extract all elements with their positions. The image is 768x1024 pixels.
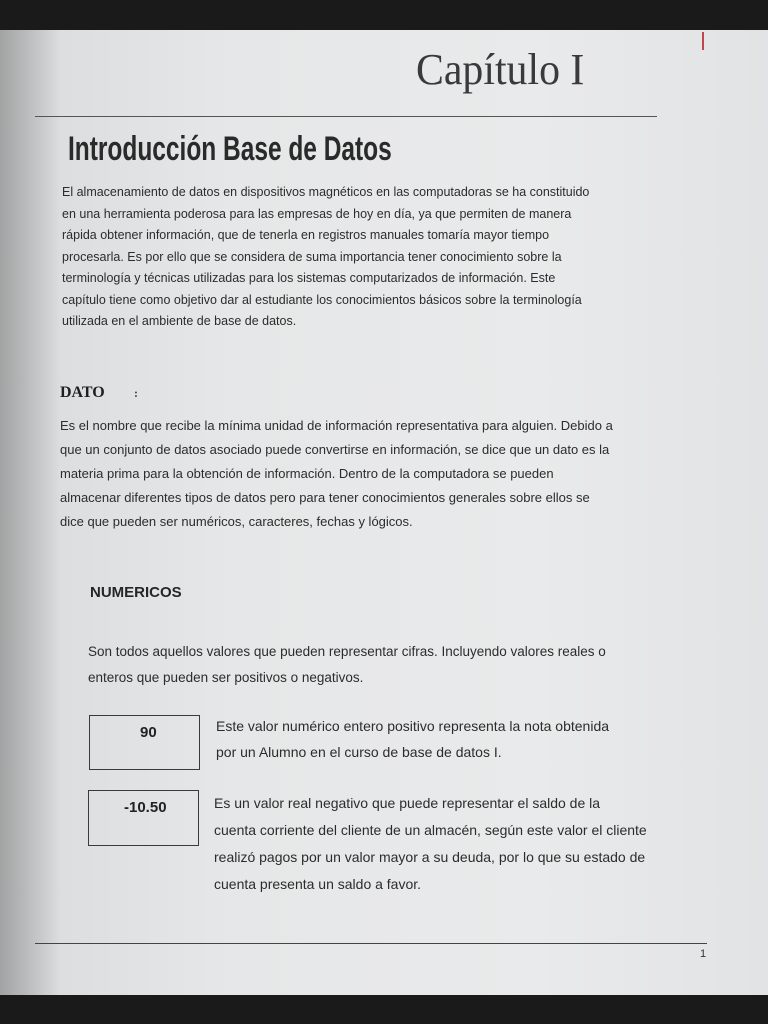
page-shadow <box>0 30 60 995</box>
intro-line: utilizada en el ambiente de base de datos. <box>62 314 297 328</box>
dato-line: que un conjunto de datos asociado puede convertirse en información, se dice que un dato es la <box>60 442 610 457</box>
dato-line: Es el nombre que recibe la mínima unidad de información representativa para alguien. Debido a <box>60 418 613 433</box>
intro-line: capítulo tiene como objetivo dar al estudiante los conocimientos básicos sobre la terminología <box>62 292 582 307</box>
intro-line: en una herramienta poderosa para las empresas de hoy en día, ya que permiten de manera <box>62 206 572 221</box>
example-description <box>216 713 609 765</box>
page-number: 1 <box>700 948 707 960</box>
example-value: -10.50 <box>124 799 167 816</box>
numericos-paragraph <box>88 639 606 691</box>
intro-line: terminología y técnicas utilizadas para los sistemas computarizados de información. Este <box>62 271 556 285</box>
intro-paragraph <box>62 182 589 333</box>
dato-line: almacenar diferentes tipos de datos pero para tener conocimientos generales sobre ellos se <box>60 490 590 505</box>
page-title: Introducción Base de Datos <box>68 130 392 168</box>
dato-line: materia prima para la obtención de información. Dentro de la computadora se pueden <box>60 466 554 481</box>
example-line: cuenta presenta un saldo a favor. <box>214 876 422 892</box>
numericos-line: Son todos aquellos valores que pueden representar cifras. Incluyendo valores reales o <box>88 644 606 659</box>
dato-paragraph <box>60 414 613 534</box>
example-value: 90 <box>140 724 157 741</box>
example-line: Este valor numérico entero positivo representa la nota obtenida <box>216 718 610 734</box>
numericos-heading: NUMERICOS <box>90 584 182 601</box>
numericos-line: enteros que pueden ser positivos o negativos. <box>88 670 364 685</box>
intro-line: rápida obtener información, que de tenerla en registros manuales tomaría mayor tiempo <box>62 228 550 242</box>
dato-heading: DATO <box>60 384 105 401</box>
red-mark <box>702 32 704 50</box>
example-line: por un Alumno en el curso de base de datos I. <box>216 744 502 760</box>
example-line: cuenta corriente del cliente de un almacén, según este valor el cliente <box>214 822 647 838</box>
example-line: realizó pagos por un valor mayor a su deuda, por lo que su estado de <box>214 849 646 865</box>
intro-line: El almacenamiento de datos en dispositivos magnéticos en las computadoras se ha constituido <box>62 185 590 199</box>
book-page <box>0 30 768 995</box>
example-line: Es un valor real negativo que puede representar el saldo de la <box>214 795 601 811</box>
example-description <box>214 790 647 898</box>
chapter-label: Capítulo I <box>416 45 585 94</box>
dato-line: dice que pueden ser numéricos, caracteres, fechas y lógicos. <box>60 514 413 529</box>
intro-line: procesarla. Es por ello que se considera de suma importancia tener conocimiento sobre la <box>62 249 562 264</box>
top-rule <box>35 116 657 117</box>
pen-mark: : <box>134 386 138 400</box>
bottom-rule <box>35 943 707 944</box>
